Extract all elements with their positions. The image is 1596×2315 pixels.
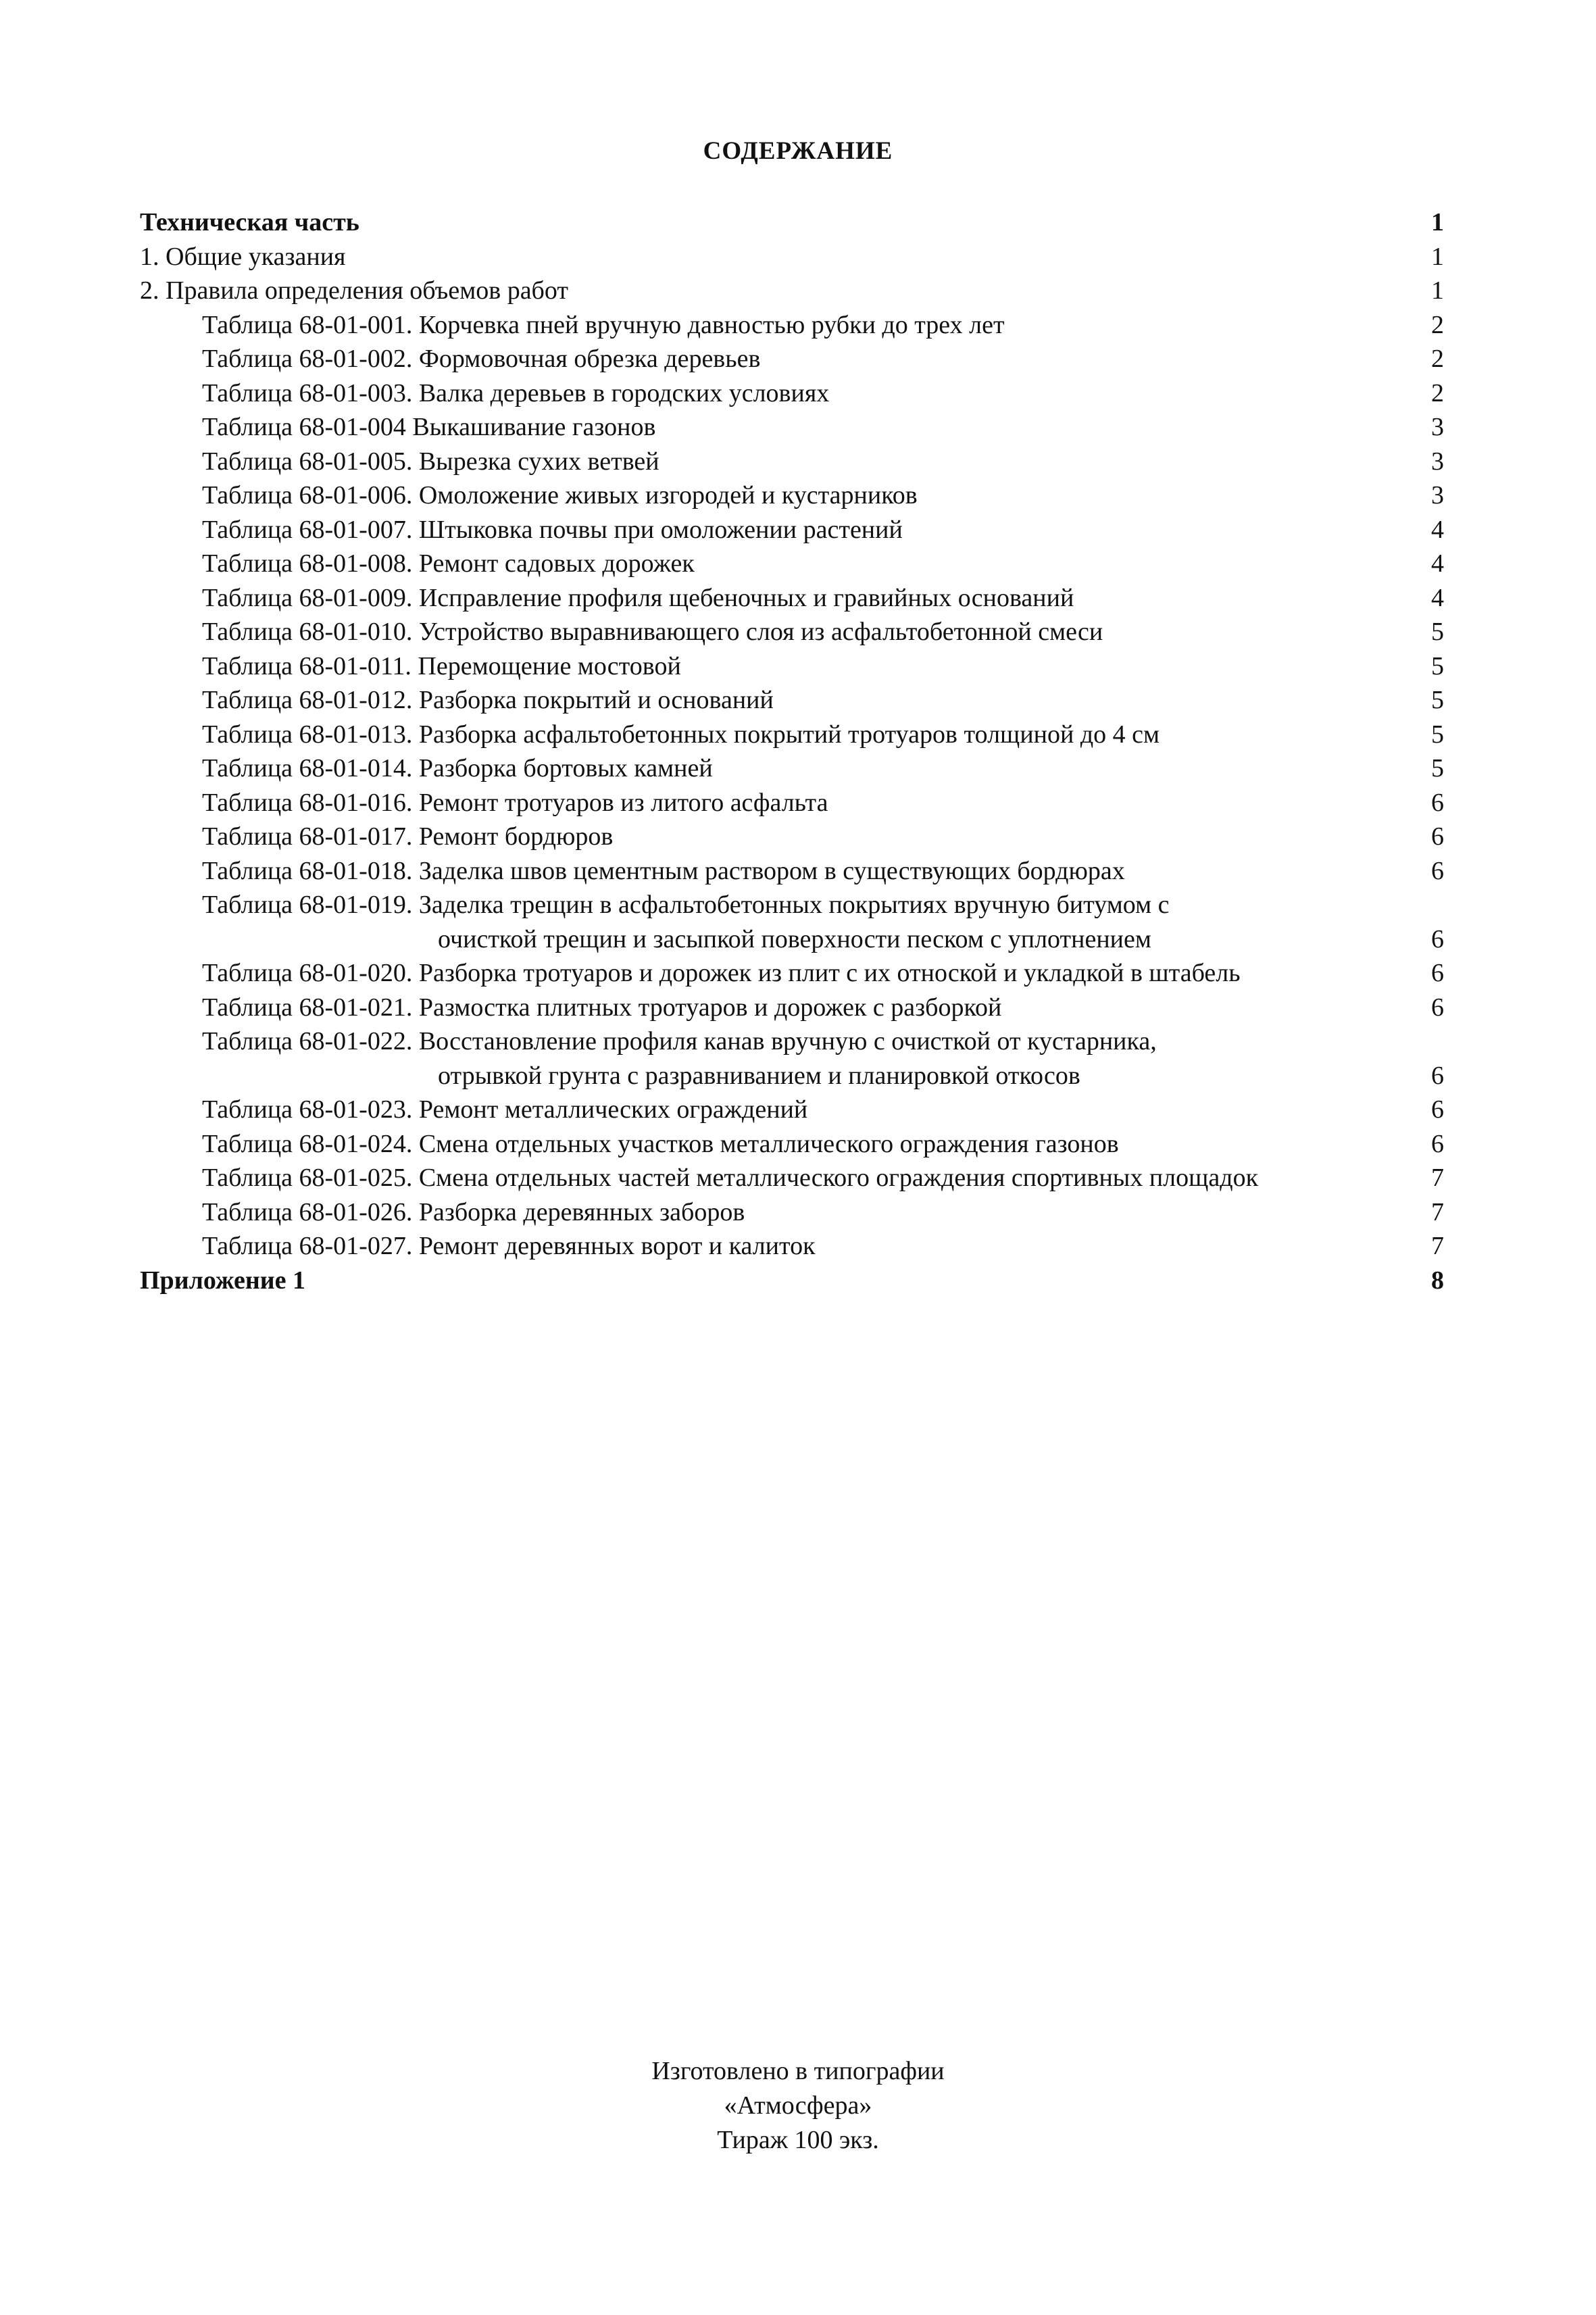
toc-entry xyxy=(140,786,1444,820)
imprint-footer xyxy=(0,2054,1596,2158)
toc-entry-title: Таблица 68-01-016. Ремонт тротуаров из литого асфальта xyxy=(202,788,828,817)
toc-entry-title: Таблица 68-01-018. Заделка швов цементным раствором в существующих бордюрах xyxy=(202,856,1125,885)
toc-entry-page-number: 1 xyxy=(1431,242,1444,271)
toc-entry-title: Таблица 68-01-012. Разборка покрытий и оснований xyxy=(202,686,774,714)
toc-entry xyxy=(140,581,1444,616)
toc-entry-page-number: 2 xyxy=(1431,310,1444,339)
toc-entry-page-number: 1 xyxy=(1431,208,1444,237)
toc-entry-page-number: 4 xyxy=(1431,515,1444,544)
toc-entry-page-number: 3 xyxy=(1431,481,1444,509)
toc-entry xyxy=(140,513,1444,547)
toc-entry-page-number: 6 xyxy=(1431,993,1444,1022)
toc-entry xyxy=(140,1093,1444,1127)
toc-entry-title: Таблица 68-01-005. Вырезка сухих ветвей xyxy=(202,447,659,476)
toc-entry-title: Таблица 68-01-010. Устройство выравнивающего слоя из асфальтобетонной смеси xyxy=(202,618,1103,646)
page-title: СОДЕРЖАНИЕ xyxy=(703,137,893,165)
imprint-line-printer: Изготовлено в типографии xyxy=(651,2057,945,2085)
toc-entry xyxy=(140,854,1444,889)
toc-entry xyxy=(140,478,1444,513)
toc-entry-title: Техническая часть xyxy=(140,208,359,237)
toc-entry-page-number: 3 xyxy=(1431,447,1444,476)
toc-entry-page-number: 7 xyxy=(1431,1197,1444,1226)
toc-entry xyxy=(140,547,1444,581)
imprint-line-print-run: Тираж 100 экз. xyxy=(717,2126,879,2154)
toc-entry-title: Таблица 68-01-008. Ремонт садовых дорожек xyxy=(202,549,695,578)
toc-entry-title: Таблица 68-01-003. Валка деревьев в городских условиях xyxy=(202,378,830,407)
toc-entry-title: Таблица 68-01-009. Исправление профиля щебеночных и гравийных оснований xyxy=(202,583,1074,612)
toc-entry xyxy=(140,376,1444,411)
toc-entry xyxy=(140,751,1444,786)
toc-entry-page-number: 3 xyxy=(1431,413,1444,441)
toc-entry xyxy=(140,410,1444,445)
toc-entry-title-continuation: отрывкой грунта с разравниванием и планировкой откосов xyxy=(438,1061,1080,1090)
toc-entry-page-number: 8 xyxy=(1431,1266,1444,1295)
toc-entry xyxy=(140,1229,1444,1264)
toc-entry-title: Таблица 68-01-022. Восстановление профиля канав вручную с очисткой от кустарника, xyxy=(202,1027,1157,1055)
toc-entry-page-number: 2 xyxy=(1431,378,1444,407)
toc-entry-page-number: 2 xyxy=(1431,345,1444,373)
toc-entry-page-number: 7 xyxy=(1431,1164,1444,1192)
toc-entry-title: Таблица 68-01-025. Смена отдельных частей металлического ограждения спортивных площадок xyxy=(202,1164,1259,1192)
toc-entry xyxy=(140,649,1444,684)
toc-entry-title: Приложение 1 xyxy=(140,1266,306,1295)
toc-entry-title: Таблица 68-01-011. Перемощение мостовой xyxy=(202,651,681,680)
toc-entry-title: Таблица 68-01-004 Выкашивание газонов xyxy=(202,413,656,441)
toc-entry-title: Таблица 68-01-007. Штыковка почвы при омоложении растений xyxy=(202,515,903,544)
toc-entry xyxy=(140,445,1444,479)
toc-entry-title: Таблица 68-01-026. Разборка деревянных заборов xyxy=(202,1197,745,1226)
toc-entry-page-number: 5 xyxy=(1431,651,1444,680)
toc-entry-title: Таблица 68-01-020. Разборка тротуаров и дорожек из плит с их отноской и укладкой в штабель xyxy=(202,959,1241,987)
imprint-line-publisher: «Атмосфера» xyxy=(724,2091,872,2120)
toc-entry xyxy=(140,342,1444,376)
toc-entry-page-number: 5 xyxy=(1431,720,1444,749)
toc-entry-title: Таблица 68-01-001. Корчевка пней вручную давностью рубки до трех лет xyxy=(202,310,1005,339)
toc-entry-page-number: 5 xyxy=(1431,618,1444,646)
toc-entry-page-number: 6 xyxy=(1431,1061,1444,1090)
toc-entry-title: Таблица 68-01-017. Ремонт бордюров xyxy=(202,822,614,851)
toc-entry-page-number: 6 xyxy=(1431,924,1444,953)
toc-entry-page-number: 6 xyxy=(1431,959,1444,987)
toc-entry-title: Таблица 68-01-014. Разборка бортовых камней xyxy=(202,754,713,782)
toc-entry xyxy=(140,205,1444,240)
toc-entry xyxy=(140,1024,1444,1093)
toc-entry-title: Таблица 68-01-023. Ремонт металлических ограждений xyxy=(202,1095,808,1124)
toc-entry-title: Таблица 68-01-013. Разборка асфальтобетонных покрытий тротуаров толщиной до 4 см xyxy=(202,720,1160,749)
toc-entry-page-number: 6 xyxy=(1431,1095,1444,1124)
toc-entry xyxy=(140,718,1444,752)
toc-entry xyxy=(140,274,1444,308)
toc-entry-title: Таблица 68-01-002. Формовочная обрезка деревьев xyxy=(202,345,761,373)
toc-entry xyxy=(140,991,1444,1025)
toc-entry-page-number: 6 xyxy=(1431,788,1444,817)
toc-entry-page-number: 4 xyxy=(1431,583,1444,612)
toc-entry-page-number: 7 xyxy=(1431,1232,1444,1260)
toc-entry xyxy=(140,956,1444,991)
toc-entry xyxy=(140,820,1444,854)
table-of-contents xyxy=(140,205,1444,1297)
toc-entry xyxy=(140,1161,1444,1195)
toc-entry-title: Таблица 68-01-024. Смена отдельных участков металлического ограждения газонов xyxy=(202,1129,1119,1158)
toc-entry-title: Таблица 68-01-021. Размостка плитных тротуаров и дорожек с разборкой xyxy=(202,993,1002,1022)
toc-entry-page-number: 4 xyxy=(1431,549,1444,578)
toc-entry xyxy=(140,615,1444,649)
toc-entry-page-number: 1 xyxy=(1431,276,1444,305)
toc-entry xyxy=(140,1195,1444,1230)
toc-entry xyxy=(140,1127,1444,1162)
toc-entry-page-number: 6 xyxy=(1431,1129,1444,1158)
toc-entry xyxy=(140,888,1444,956)
toc-entry xyxy=(140,1264,1444,1298)
toc-entry-title: 1. Общие указания xyxy=(140,242,346,271)
toc-entry-title: 2. Правила определения объемов работ xyxy=(140,276,568,305)
toc-entry-page-number: 5 xyxy=(1431,754,1444,782)
toc-entry-page-number: 6 xyxy=(1431,822,1444,851)
toc-entry-title: Таблица 68-01-019. Заделка трещин в асфальтобетонных покрытиях вручную битумом с xyxy=(202,891,1170,919)
toc-entry xyxy=(140,240,1444,274)
toc-entry xyxy=(140,308,1444,343)
toc-entry-page-number: 5 xyxy=(1431,686,1444,714)
toc-entry-title: Таблица 68-01-027. Ремонт деревянных ворот и калиток xyxy=(202,1232,816,1260)
toc-entry xyxy=(140,683,1444,718)
toc-entry-page-number: 6 xyxy=(1431,856,1444,885)
toc-entry-title: Таблица 68-01-006. Омоложение живых изгородей и кустарников xyxy=(202,481,918,509)
toc-entry-title-continuation: очисткой трещин и засыпкой поверхности песком с уплотнением xyxy=(438,924,1151,953)
